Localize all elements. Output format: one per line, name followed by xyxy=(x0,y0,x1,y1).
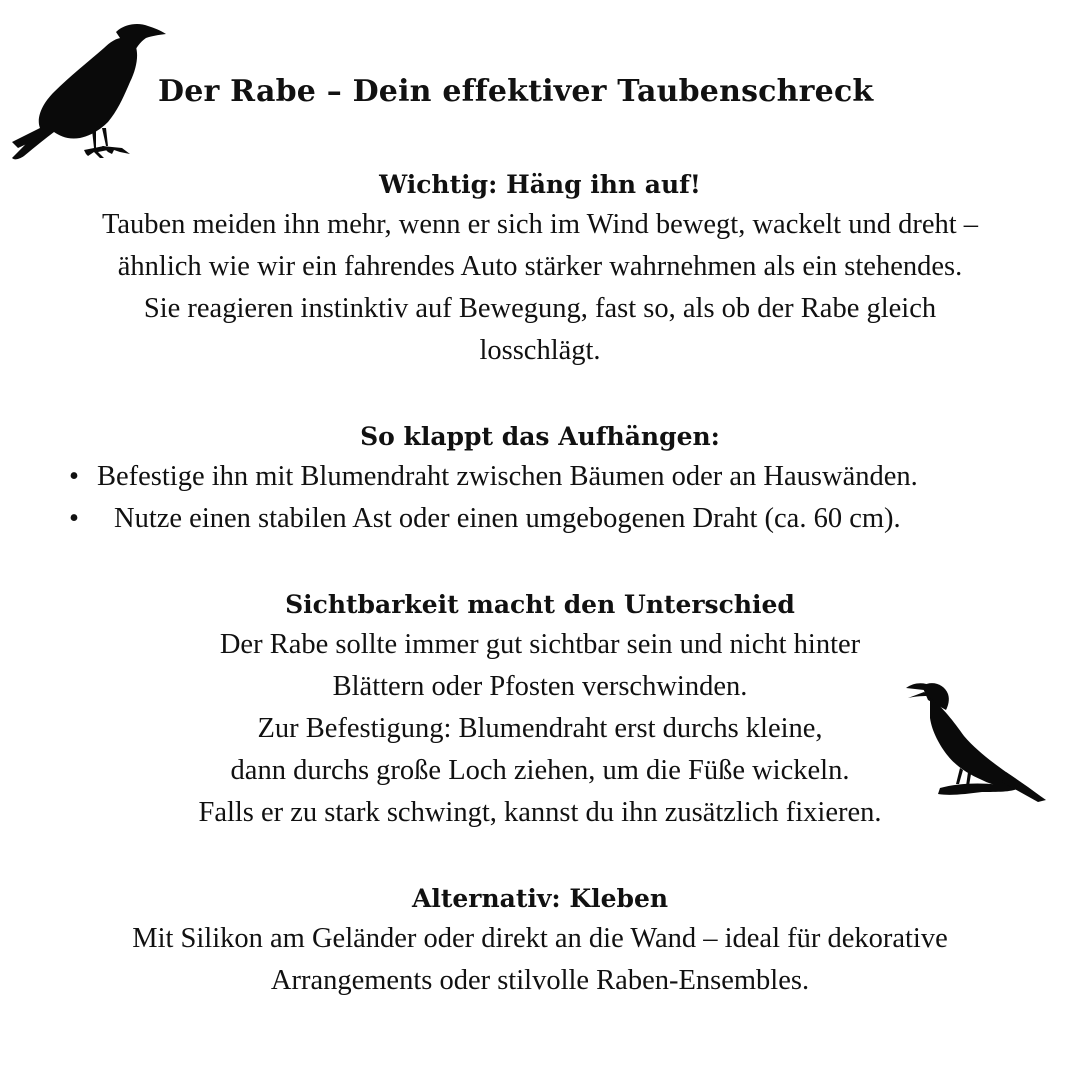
body-line: Zur Befestigung: Blumendraht erst durchs kleine, xyxy=(257,713,823,744)
list-item-text: Nutze einen stabilen Ast oder einen umgebogenen Draht (ca. 60 cm). xyxy=(114,503,901,534)
section-heading-kleben: Alternativ: Kleben xyxy=(411,884,669,913)
list-item xyxy=(69,456,1080,498)
bullet-list xyxy=(0,456,1080,540)
body-line: ähnlich wie wir ein fahrendes Auto stärker wahrnehmen als ein stehendes. xyxy=(117,251,963,282)
perched-raven-icon xyxy=(902,676,1048,810)
body-line: Falls er zu stark schwingt, kannst du ihn zusätzlich fixieren. xyxy=(198,797,882,828)
section-aufhaengen xyxy=(0,418,1080,540)
body-line: Sie reagieren instinktiv auf Bewegung, fast so, als ob der Rabe gleich xyxy=(143,293,937,324)
section-wichtig xyxy=(0,166,1080,372)
list-item xyxy=(69,498,1080,540)
body-line: Mit Silikon am Geländer oder direkt an die Wand – ideal für dekorative xyxy=(132,923,948,954)
section-heading-wichtig: Wichtig: Häng ihn auf! xyxy=(379,170,701,199)
section-heading-sichtbarkeit: Sichtbarkeit macht den Unterschied xyxy=(285,590,795,619)
body-line: Blättern oder Pfosten verschwinden. xyxy=(332,671,748,702)
list-item-text: Befestige ihn mit Blumendraht zwischen Bäumen oder an Hauswänden. xyxy=(97,461,918,492)
body-line: losschlägt. xyxy=(479,335,601,366)
body-line: Tauben meiden ihn mehr, wenn er sich im Wind bewegt, wackelt und dreht – xyxy=(101,209,979,240)
section-body-wichtig xyxy=(0,204,1080,372)
raven-silhouette-icon xyxy=(8,18,168,166)
body-line: Arrangements oder stilvolle Raben-Ensembles. xyxy=(270,965,810,996)
body-line: dann durchs große Loch ziehen, um die Füße wickeln. xyxy=(230,755,850,786)
body-line: Der Rabe sollte immer gut sichtbar sein und nicht hinter xyxy=(219,629,861,660)
section-heading-aufhaengen: So klappt das Aufhängen: xyxy=(360,422,720,451)
bullet-icon: • xyxy=(69,503,79,534)
section-kleben xyxy=(0,880,1080,1002)
section-body-kleben xyxy=(0,918,1080,1002)
bullet-icon: • xyxy=(69,461,79,492)
page-title: Der Rabe – Dein effektiver Taubenschreck xyxy=(158,74,874,109)
